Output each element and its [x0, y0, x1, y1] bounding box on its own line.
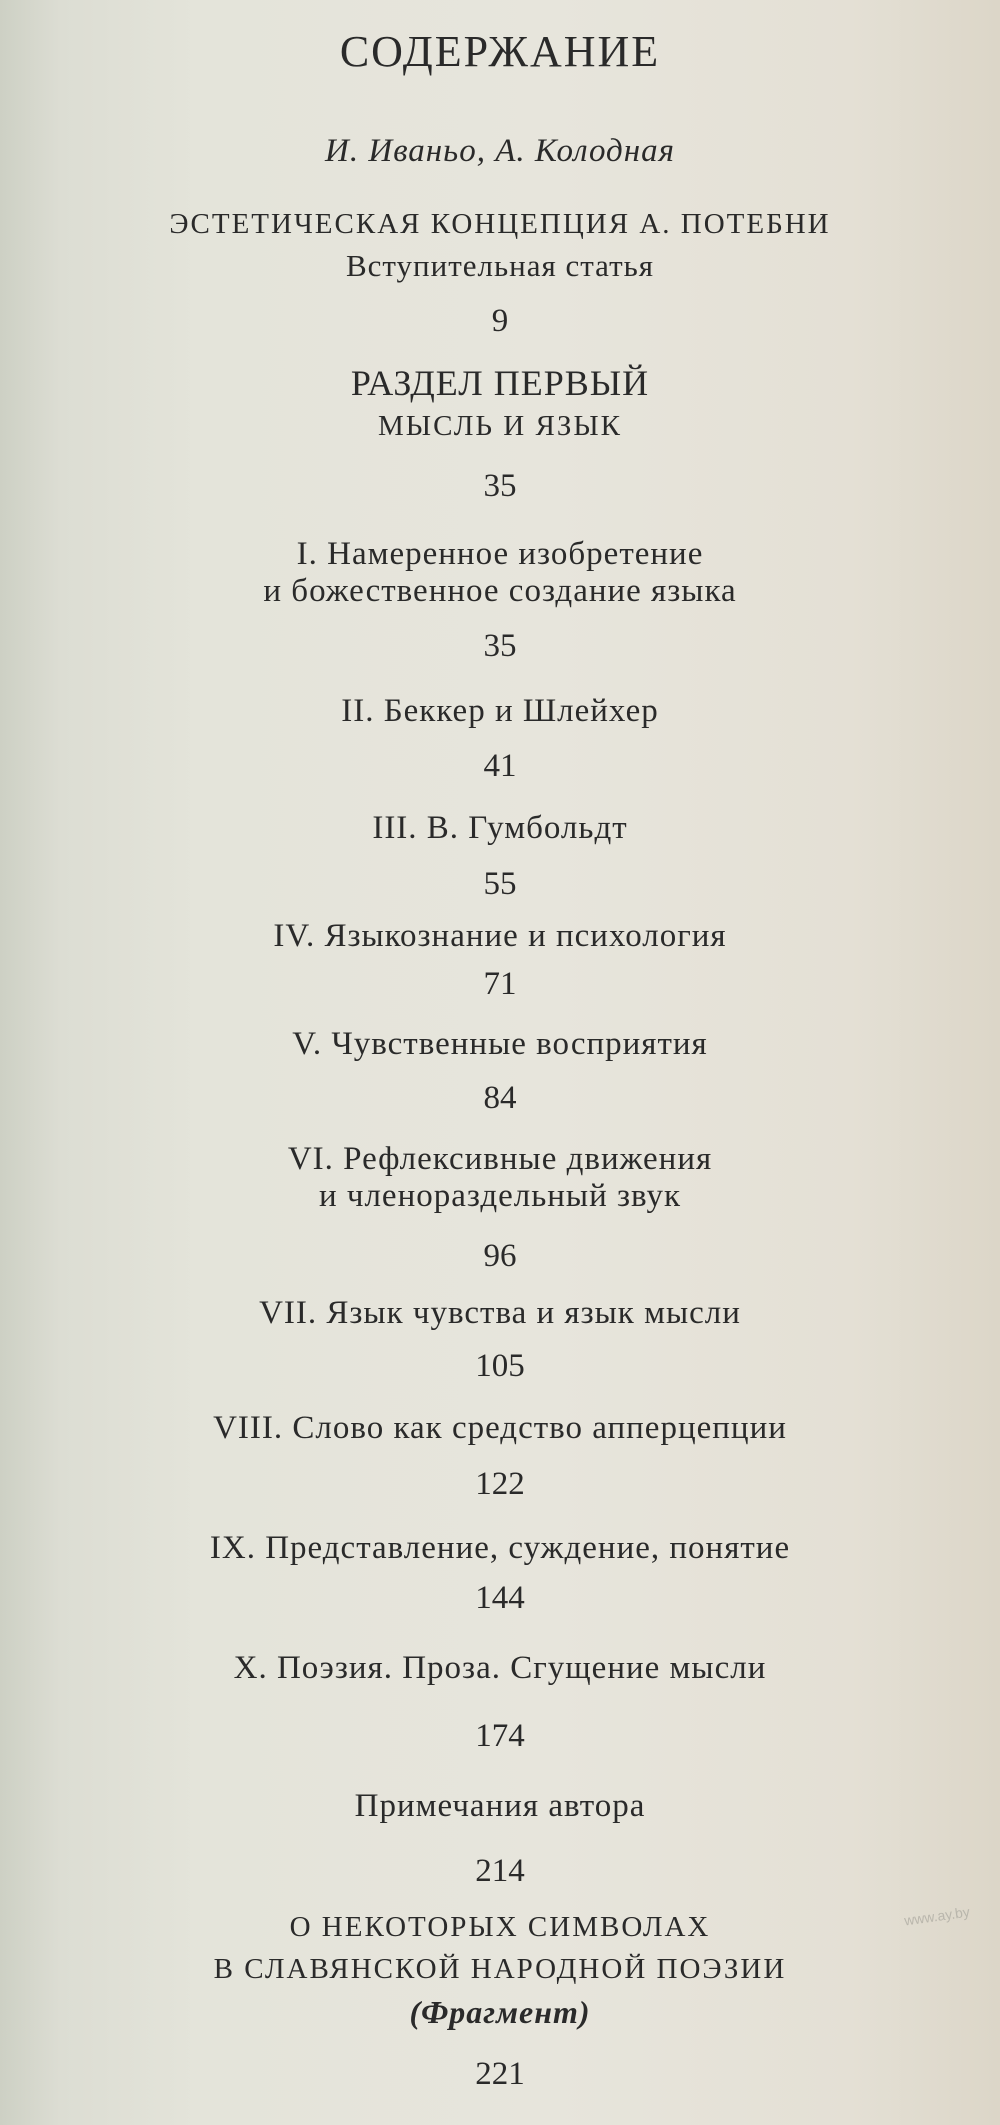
symbols-title-line2: В СЛАВЯНСКОЙ НАРОДНОЙ ПОЭЗИИ: [213, 1953, 787, 1985]
chapter-9-title: IX. Представление, суждение, понятие: [209, 1530, 791, 1566]
chapter-1-title-line1: I. Намеренное изобретение: [296, 536, 704, 572]
chapter-2-title: II. Беккер и Шлейхер: [341, 693, 659, 729]
section-subtitle: МЫСЛЬ И ЯЗЫК: [378, 410, 622, 442]
chapter-8-page-number: 122: [475, 1466, 525, 1502]
symbols-page-number: 221: [475, 2056, 525, 2092]
intro-title: ЭСТЕТИЧЕСКАЯ КОНЦЕПЦИЯ А. ПОТЕБНИ: [169, 208, 831, 240]
chapter-10-title: X. Поэзия. Проза. Сгущение мысли: [233, 1650, 767, 1686]
chapter-7-title: VII. Язык чувства и язык мысли: [259, 1295, 741, 1331]
section-title: РАЗДЕЛ ПЕРВЫЙ: [350, 363, 650, 403]
chapter-8-title: VIII. Слово как средство апперцепции: [213, 1410, 787, 1446]
chapter-3-title: III. В. Гумбольдт: [372, 810, 628, 846]
chapter-6-page-number: 96: [483, 1238, 517, 1274]
chapter-7-page-number: 105: [475, 1348, 525, 1384]
chapter-9-page-number: 144: [475, 1580, 525, 1616]
chapter-5-page-number: 84: [483, 1080, 517, 1116]
intro-page-number: 9: [491, 303, 509, 339]
symbols-fragment-note: (Фрагмент): [409, 1994, 591, 2030]
chapter-1-page-number: 35: [483, 628, 517, 664]
chapter-6-title-line1: VI. Рефлексивные движения: [287, 1141, 713, 1177]
chapter-4-title: IV. Языкознание и психология: [273, 918, 727, 954]
notes-page-number: 214: [475, 1853, 525, 1889]
section-page-number: 35: [483, 468, 517, 504]
chapter-10-page-number: 174: [475, 1718, 525, 1754]
site-watermark: www.ay.by: [903, 1903, 971, 1929]
symbols-title-line1: О НЕКОТОРЫХ СИМВОЛАХ: [289, 1911, 711, 1943]
page-title: СОДЕРЖАНИЕ: [339, 27, 661, 76]
notes-title: Примечания автора: [354, 1788, 646, 1824]
chapter-4-page-number: 71: [483, 966, 517, 1002]
chapter-5-title: V. Чувственные восприятия: [292, 1026, 708, 1062]
chapter-3-page-number: 55: [483, 866, 517, 902]
chapter-1-title-line2: и божественное создание языка: [263, 573, 737, 609]
chapter-6-title-line2: и членораздельный звук: [318, 1178, 682, 1214]
chapter-2-page-number: 41: [483, 748, 517, 784]
intro-subtitle: Вступительная статья: [345, 248, 655, 283]
intro-authors: И. Иваньо, А. Колодная: [325, 133, 675, 169]
